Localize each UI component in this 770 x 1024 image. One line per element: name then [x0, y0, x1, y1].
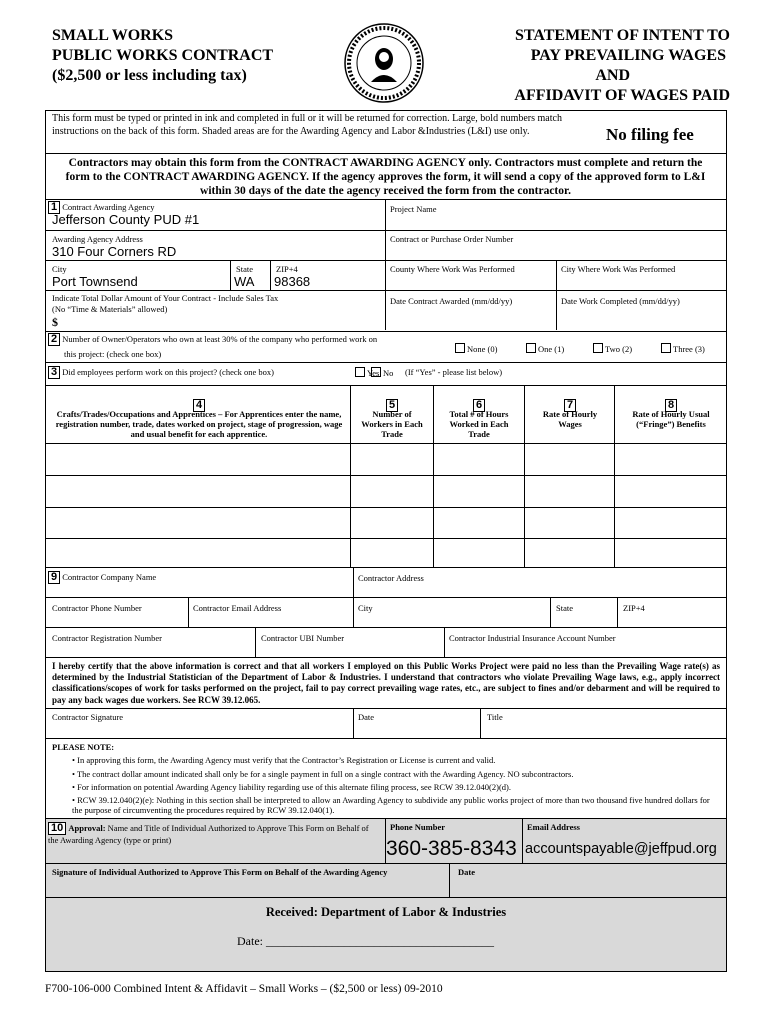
contractor-zip-label: ZIP+4 — [623, 603, 645, 613]
title-line-2: PUBLIC WORKS CONTRACT — [52, 47, 274, 64]
approval-email-field[interactable]: accountspayable@jeffpud.org — [525, 841, 717, 857]
checkbox-no[interactable] — [371, 367, 381, 377]
signature-date-field[interactable] — [358, 722, 473, 736]
insurance-account-label: Contractor Industrial Insurance Account Number — [449, 633, 616, 643]
form-title-right — [440, 26, 730, 106]
project-name-label: Project Name — [390, 204, 437, 214]
contractor-city-label: City — [358, 603, 373, 613]
please-note-item: • RCW 39.12.040(2)(e): Nothing in this section shall be interpreted to allow an Awarding Agency to subdivide any public works project of more than two thousand five hundred dollars for the purpose of circumventing the procedures required by RCW 39.12.040(1). — [72, 795, 710, 815]
state-field[interactable]: WA — [234, 274, 255, 289]
section-number-10: 10 — [48, 822, 66, 835]
date-completed-field[interactable] — [561, 308, 721, 324]
section-number-8: 8 — [665, 399, 677, 412]
zip-field[interactable]: 98368 — [274, 274, 311, 289]
table-row[interactable] — [46, 508, 726, 538]
state-label: State — [236, 264, 253, 274]
option-no[interactable]: No — [371, 367, 393, 378]
column-header-wages: Rate of Hourly Wages — [542, 409, 598, 429]
company-name-label: Contractor Company Name — [62, 572, 157, 582]
state-seal-icon — [343, 22, 425, 104]
contractor-address-field[interactable] — [358, 583, 718, 596]
section-number-1: 1 — [48, 201, 60, 214]
contractor-email-label: Contractor Email Address — [193, 603, 282, 613]
total-amount-note: (No “Time & Materials” allowed) — [52, 304, 168, 314]
agency-address-label: Awarding Agency Address — [52, 234, 143, 244]
approval-label: 10 Approval: Name and Title of Individual Authorized to Approve This Form on Behalf of the Awarding Agency (type or print) — [48, 822, 369, 845]
total-amount-label: Indicate Total Dollar Amount of Your Contract - Include Sales Tax — [52, 293, 279, 303]
please-note-title: PLEASE NOTE: — [52, 742, 115, 752]
option-three[interactable]: Three (3) — [661, 343, 705, 354]
date-awarded-field[interactable] — [390, 308, 550, 324]
form-footer: F700-106-000 Combined Intent & Affidavit – Small Works – ($2,500 or less) 09-2010 — [45, 983, 443, 995]
section-number-6: 6 — [473, 399, 485, 412]
received-date-line: Date: ______________________________________ — [237, 934, 494, 948]
option-none[interactable]: None (0) — [455, 343, 497, 354]
title-right-line-3: AND — [595, 67, 630, 84]
contractor-notice: Contractors may obtain this form from the CONTRACT AWARDING AGENCY only. Contractors must complete and return the form to the CONTRACT AWARDING AGENCY. If the agency approves the form, it will send a copy of the approved form to L&I within 30 days of the date the agency received the form from the contractor. — [65, 157, 706, 197]
if-yes-note: (If “Yes” - please list below) — [405, 367, 503, 377]
column-header-benefits: Rate of Hourly Usual (“Fringe”) Benefits — [632, 409, 710, 429]
title-right-line-2: PAY PREVAILING WAGES — [530, 47, 726, 64]
instructions: This form must be typed or printed in ink and completed in full or it will be returned for correction. Large, bold numbers match instructions on the back of this form. Shaded areas are for the Awarding Agency and Labor &Industries (L&I) use only. — [52, 113, 562, 137]
approval-phone-field[interactable]: 360-385-8343 — [386, 837, 517, 860]
certification-statement: I hereby certify that the above information is correct and that all workers I employed on this Public Works Project were paid no less than the Prevailing Wage rate(s) as determined by the Industrial Statistician of the Department of Labor & Industries. I understand that contractors who violate Prevailing Wage laws, e.g., apply incorrect classifications/scopes of work for tasks performed on the project, fail to pay correct prevailing wage rates, etc., are subject to fines and/or debarment and will be required to pay any back wages due workers. See RCW 39.12.065. — [52, 661, 720, 705]
approval-phone-label: Phone Number — [390, 822, 446, 832]
section-number-3: 3 — [48, 366, 60, 379]
total-amount-field[interactable] — [62, 315, 372, 329]
date-completed-label: Date Work Completed (mm/dd/yy) — [561, 296, 680, 306]
no-filing-fee: No filing fee — [606, 125, 694, 144]
table-row[interactable] — [46, 476, 726, 507]
agency-address-field[interactable]: 310 Four Corners RD — [52, 244, 177, 259]
option-yes[interactable]: Yes — [355, 367, 379, 378]
section-number-9: 9 — [48, 571, 60, 584]
section-number-4: 4 — [193, 399, 205, 412]
approval-date-label: Date — [458, 867, 475, 877]
checkbox-three[interactable] — [661, 343, 671, 353]
approval-signature-label: Signature of Individual Authorized to Approve This Form on Behalf of the Awarding Agency — [52, 867, 388, 877]
zip-label: ZIP+4 — [276, 264, 298, 274]
section-number-5: 5 — [386, 399, 398, 412]
table-row[interactable] — [46, 539, 726, 567]
please-note-item: • In approving this form, the Awarding Agency must verify that the Contractor’s Registration or License is current and valid. — [72, 755, 496, 765]
form-title-left — [52, 26, 273, 86]
approval-email-label: Email Address — [527, 822, 580, 832]
column-header-workers: Number of Workers in Each Trade — [361, 409, 423, 439]
date-awarded-label: Date Contract Awarded (mm/dd/yy) — [390, 296, 513, 306]
title-line-1: SMALL WORKS — [52, 27, 174, 44]
contractor-signature-label: Contractor Signature — [52, 712, 124, 722]
signature-date-label: Date — [358, 712, 375, 722]
checkbox-two[interactable] — [593, 343, 603, 353]
column-header-crafts: Crafts/Trades/Occupations and Apprentices – For Apprentices enter the name, registration number, trade, dates worked on project, stage of progression, wage and usual benefit for each apprentice. — [55, 409, 343, 439]
title-line-3: ($2,500 or less including tax) — [52, 67, 247, 84]
table-row[interactable] — [46, 444, 726, 475]
ubi-number-label: Contractor UBI Number — [261, 633, 345, 643]
county-field[interactable] — [390, 275, 550, 289]
project-name-field[interactable] — [390, 214, 720, 230]
signature-title-field[interactable] — [487, 722, 719, 736]
signature-title-label: Title — [487, 712, 503, 722]
registration-number-label: Contractor Registration Number — [52, 633, 163, 643]
contract-number-label: Contract or Purchase Order Number — [390, 234, 514, 244]
please-note-item: • The contract dollar amount indicated shall only be for a single payment in full on a single contract with the Awarding Agency. NO subcontractors. — [72, 769, 574, 779]
checkbox-none[interactable] — [455, 343, 465, 353]
owner-operators-subtext: this project: (check one box) — [64, 349, 162, 359]
employees-question: Did employees perform work on this project? (check one box) — [62, 367, 274, 377]
contractor-phone-label: Contractor Phone Number — [52, 603, 142, 613]
title-right-line-1: STATEMENT OF INTENT TO — [514, 27, 730, 44]
option-two[interactable]: Two (2) — [593, 343, 632, 354]
option-one[interactable]: One (1) — [526, 343, 564, 354]
dollar-sign: $ — [52, 315, 58, 329]
column-header-hours: Total # of Hours Worked in Each Trade — [449, 409, 509, 439]
section-number-7: 7 — [564, 399, 576, 412]
city-work-label: City Where Work Was Performed — [561, 264, 676, 274]
city-label: City — [52, 264, 67, 274]
contractor-signature-field[interactable] — [52, 722, 347, 736]
checkbox-yes[interactable] — [355, 367, 365, 377]
contractor-state-label: State — [556, 603, 573, 613]
city-work-field[interactable] — [561, 275, 721, 289]
contract-number-field[interactable] — [390, 245, 720, 261]
agency-label: Contract Awarding Agency — [62, 202, 155, 212]
contractor-address-label: Contractor Address — [358, 573, 424, 583]
checkbox-one[interactable] — [526, 343, 536, 353]
section-number-2: 2 — [48, 333, 60, 346]
agency-field[interactable]: Jefferson County PUD #1 — [52, 212, 200, 227]
title-right-line-4: AFFIDAVIT OF WAGES PAID — [514, 87, 730, 104]
owner-operators-text: Number of Owner/Operators who own at least 30% of the company who performed work on — [62, 334, 378, 344]
city-field[interactable]: Port Townsend — [52, 274, 138, 289]
please-note-item: • For information on potential Awarding Agency liability regarding use of this alternate filing process, see RCW 39.12.040(2)(d). — [72, 782, 511, 792]
county-label: County Where Work Was Performed — [390, 264, 515, 274]
received-title: Received: Department of Labor & Industries — [265, 905, 507, 919]
